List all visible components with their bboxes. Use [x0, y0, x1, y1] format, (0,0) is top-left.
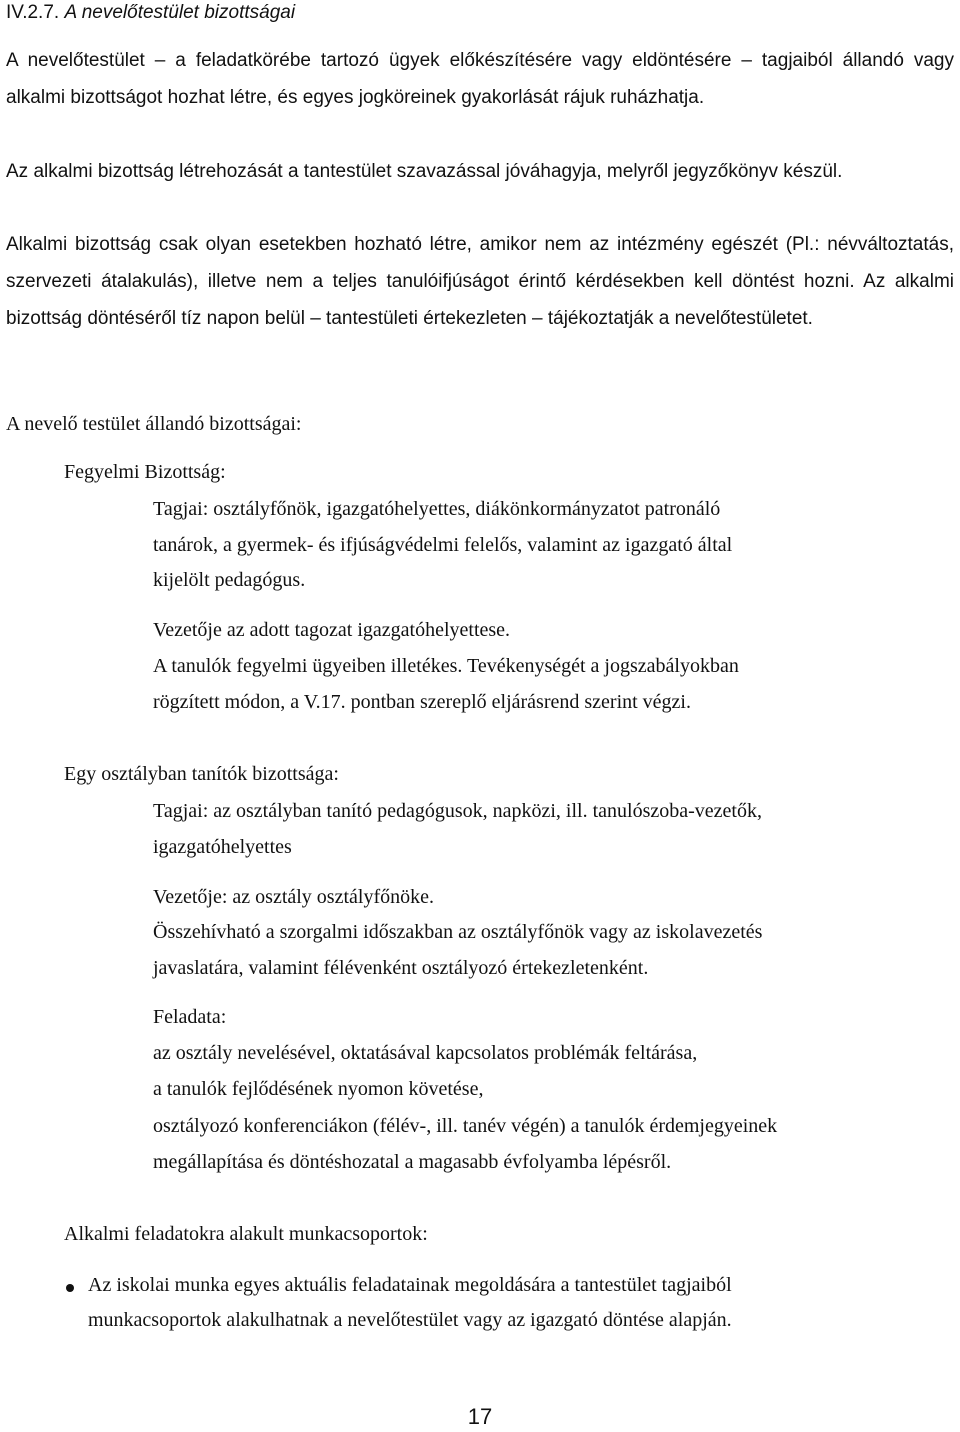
- class-teachers-line: megállapítása és döntéshozatal a magasabb évfolyamba lépésről.: [153, 1151, 672, 1173]
- class-teachers-line: javaslatára, valamint félévenként osztályozó értekezletenként.: [153, 957, 649, 979]
- section-number: IV.2.7.: [6, 2, 60, 23]
- page-number: 17: [467, 1404, 493, 1429]
- disciplinary-line: tanárok, a gyermek- és ifjúságvédelmi felelős, valamint az igazgató által: [153, 534, 733, 556]
- class-teachers-line: az osztály nevelésével, oktatásával kapcsolatos problémák feltárása,: [153, 1042, 698, 1064]
- section-heading: [6, 2, 295, 24]
- class-teachers-line: Összehívható a szorgalmi időszakban az osztályfőnök vagy az iskolavezetés: [153, 921, 763, 943]
- bullet-icon: [66, 1284, 74, 1292]
- intro-paragraph-2: Az alkalmi bizottság létrehozását a tantestület szavazással jóváhagyja, melyről jegyzőkönyv készül.: [6, 161, 843, 182]
- disciplinary-committee-title: Fegyelmi Bizottság:: [64, 461, 226, 483]
- working-groups-title: Alkalmi feladatokra alakult munkacsoportok:: [64, 1223, 428, 1245]
- class-teachers-line: a tanulók fejlődésének nyomon követése,: [153, 1078, 484, 1100]
- class-teachers-committee-title: Egy osztályban tanítók bizottsága:: [64, 763, 339, 785]
- intro-paragraph-3: Alkalmi bizottság csak olyan esetekben hozható létre, amikor nem az intézmény egészét (Pl.: névváltoztatás, szervezeti átalakulás), illetve nem a teljes tanulóifjúságot érintő kérdésekben kell döntést hozni. Az alkalmi bizottság döntéséről tíz napon belül – tantestületi értekezleten – tájékoztatják a nevelőtestületet.: [6, 234, 954, 329]
- class-teachers-line: Feladata:: [153, 1006, 227, 1028]
- class-teachers-line: Vezetője: az osztály osztályfőnöke.: [153, 886, 434, 908]
- disciplinary-line: Tagjai: osztályfőnök, igazgatóhelyettes, diákönkormányzatot patronáló: [153, 498, 721, 520]
- disciplinary-line: kijelölt pedagógus.: [153, 569, 306, 591]
- intro-paragraph-1: A nevelőtestület – a feladatkörébe tartozó ügyek előkészítésére vagy eldöntésére – tagjaiból állandó vagy alkalmi bizottságot hozhat létre, és egyes jogköreinek gyakorlását rájuk ruházhatja.: [6, 50, 954, 108]
- class-teachers-line: igazgatóhelyettes: [153, 836, 292, 858]
- class-teachers-line: osztályozó konferenciákon (félév-, ill. tanév végén) a tanulók érdemjegyeinek: [153, 1115, 778, 1137]
- standing-committees-heading: A nevelő testület állandó bizottságai:: [6, 413, 302, 435]
- disciplinary-line: rögzített módon, a V.17. pontban szereplő eljárásrend szerint végzi.: [153, 691, 691, 713]
- section-title: A nevelőtestület bizottságai: [64, 2, 296, 23]
- class-teachers-line: Tagjai: az osztályban tanító pedagógusok, napközi, ill. tanulószoba-vezetők,: [153, 800, 762, 822]
- working-groups-line: munkacsoportok alakulhatnak a nevelőtestület vagy az igazgató döntése alapján.: [88, 1309, 732, 1331]
- disciplinary-line: Vezetője az adott tagozat igazgatóhelyettese.: [153, 619, 511, 641]
- working-groups-line: Az iskolai munka egyes aktuális feladatainak megoldására a tantestület tagjaiból: [88, 1274, 732, 1296]
- disciplinary-line: A tanulók fegyelmi ügyeiben illetékes. Tevékenységét a jogszabályokban: [153, 655, 739, 677]
